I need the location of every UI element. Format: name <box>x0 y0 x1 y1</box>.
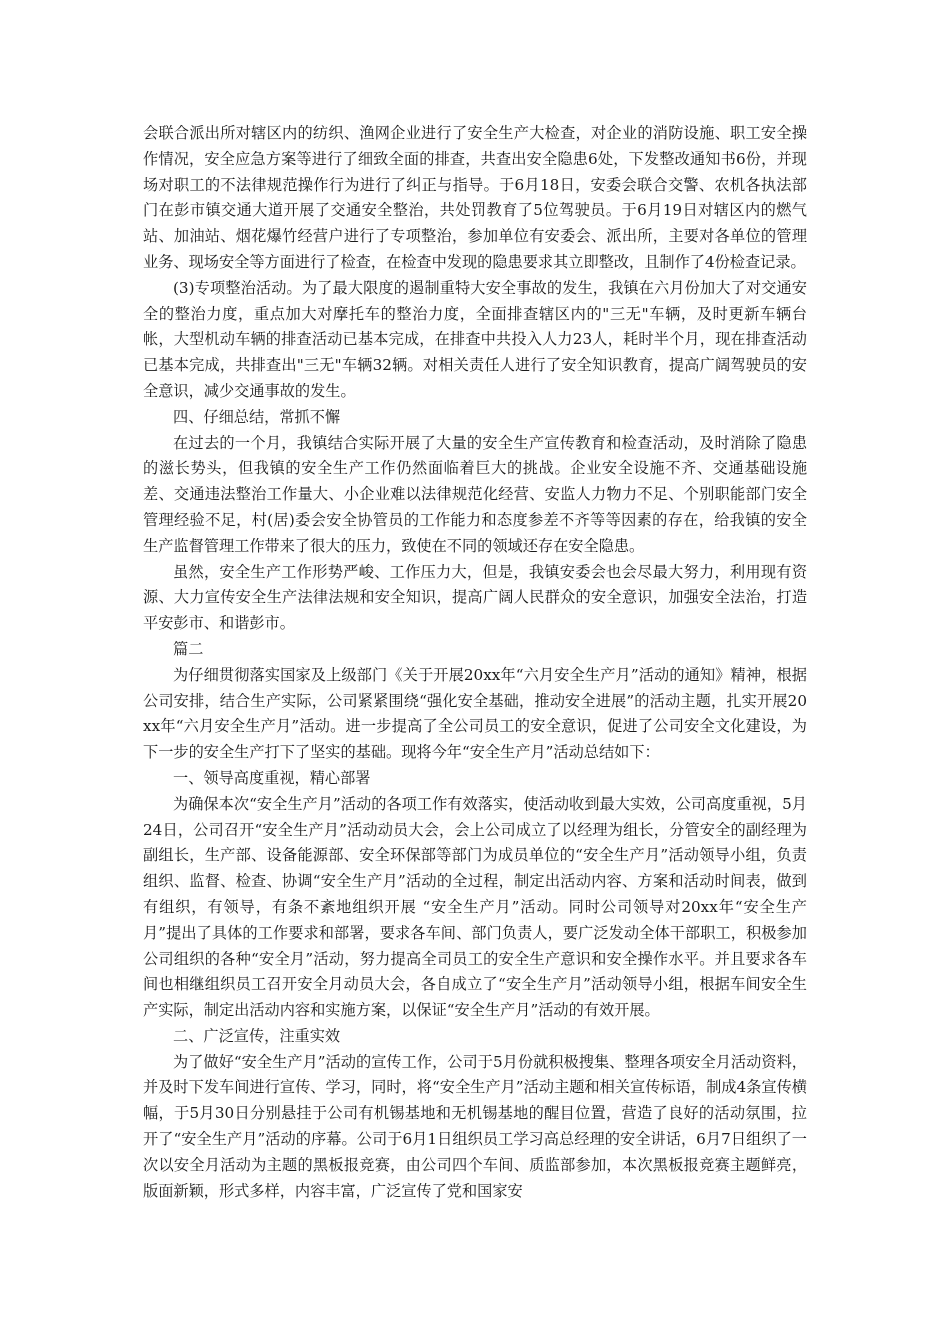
section-heading-1: 一、领导高度重视，精心部署 <box>173 768 371 787</box>
paragraph-5: 为仔细贯彻落实国家及上级部门《关于开展20xx年“六月安全生产月”活动的通知》精神，根据公司安排，结合生产实际，公司紧紧围绕“强化安全基础，推动安全进展”的活动主题，扎实开展20xx年“六月安全生产月”活动。进一步提高了全公司员工的安全意识，促进了公司安全文化建设，为下一步的安全生产打下了坚实的基础。现将今年“安全生产月”活动总结如下： <box>143 665 807 762</box>
section-heading-2: 二、广泛宣传，注重实效 <box>173 1026 341 1045</box>
document-page <box>143 121 807 1204</box>
paragraph-2: (3)专项整治活动。为了最大限度的遏制重特大安全事故的发生，我镇在六月份加大了对交通安全的整治力度，重点加大对摩托车的整治力度，全面排查辖区内的"三无"车辆，及时更新车辆台帐，大型机动车辆的排查活动已基本完成，在排查中共投入人力23人，耗时半个月，现在排查活动已基本完成，共排查出"三无"车辆32辆。对相关责任人进行了安全知识教育，提高广阔驾驶员的安全意识，减少交通事故的发生。 <box>143 278 807 400</box>
paragraph-6: 为确保本次“安全生产月”活动的各项工作有效落实，使活动收到最大实效，公司高度重视，5月24日，公司召开“安全生产月”活动动员大会，会上公司成立了以经理为组长，分管安全的副经理为副组长，生产部、设备能源部、安全环保部等部门为成员单位的“安全生产月”活动领导小组，负责组织、监督、检查、协调“安全生产月”活动的全过程，制定出活动内容、方案和活动时间表，做到有组织，有领导，有条不紊地组织开展 “安全生产月”活动。同时公司领导对20xx年“安全生产月”提出了具体的工作要求和部署，要求各车间、部门负责人，要广泛发动全体干部职工，积极参加公司组织的各种“安全月”活动，努力提高全司员工的安全生产意识和安全操作水平。并且要求各车间也相继组织员工召开安全月动员大会，各自成立了“安全生产月”活动领导小组，根据车间安全生产实际，制定出活动内容和实施方案，以保证“安全生产月”活动的有效开展。 <box>143 794 807 1020</box>
part-heading-2: 篇二 <box>173 639 204 658</box>
paragraph-7: 为了做好“安全生产月”活动的宣传工作，公司于5月份就积极搜集、整理各项安全月活动资料，并及时下发车间进行宣传、学习，同时，将“安全生产月”活动主题和相关宣传标语，制成4条宣传横幅，于5月30日分别悬挂于公司有机锡基地和无机锡基地的醒目位置，营造了良好的活动氛围，拉开了“安全生产月”活动的序幕。公司于6月1日组织员工学习高总经理的安全讲话，6月7日组织了一次以安全月活动为主题的黑板报竞赛，由公司四个车间、质监部参加，本次黑板报竞赛主题鲜亮，版面新颖，形式多样，内容丰富，广泛宣传了党和国家安 <box>143 1052 807 1200</box>
section-heading-4: 四、仔细总结，常抓不懈 <box>173 407 341 426</box>
paragraph-4: 虽然，安全生产工作形势严峻、工作压力大，但是，我镇安委会也会尽最大努力，利用现有资源、大力宣传安全生产法律法规和安全知识，提高广阔人民群众的安全意识，加强安全法治，打造平安彭市、和谐彭市。 <box>143 562 807 633</box>
paragraph-3: 在过去的一个月，我镇结合实际开展了大量的安全生产宣传教育和检查活动，及时消除了隐患的滋长势头，但我镇的安全生产工作仍然面临着巨大的挑战。企业安全设施不齐、交通基础设施差、交通违法整治工作量大、小企业难以法律规范化经营、安监人力物力不足、个别职能部门安全管理经验不足，村(居)委会安全协管员的工作能力和态度参差不齐等等因素的存在，给我镇的安全生产监督管理工作带来了很大的压力，致使在不同的领域还存在安全隐患。 <box>143 433 807 555</box>
paragraph-1: 会联合派出所对辖区内的纺织、渔网企业进行了安全生产大检查，对企业的消防设施、职工安全操作情况，安全应急方案等进行了细致全面的排查，共查出安全隐患6处，下发整改通知书6份，并现场对职工的不法律规范操作行为进行了纠正与指导。于6月18日，安委会联合交警、农机各执法部门在彭市镇交通大道开展了交通安全整治，共处罚教育了5位驾驶员。于6月19日对辖区内的燃气站、加油站、烟花爆竹经营户进行了专项整治，参加单位有安委会、派出所，主要对各单位的管理业务、现场安全等方面进行了检查，在检查中发现的隐患要求其立即整改，且制作了4份检查记录。 <box>143 124 807 271</box>
